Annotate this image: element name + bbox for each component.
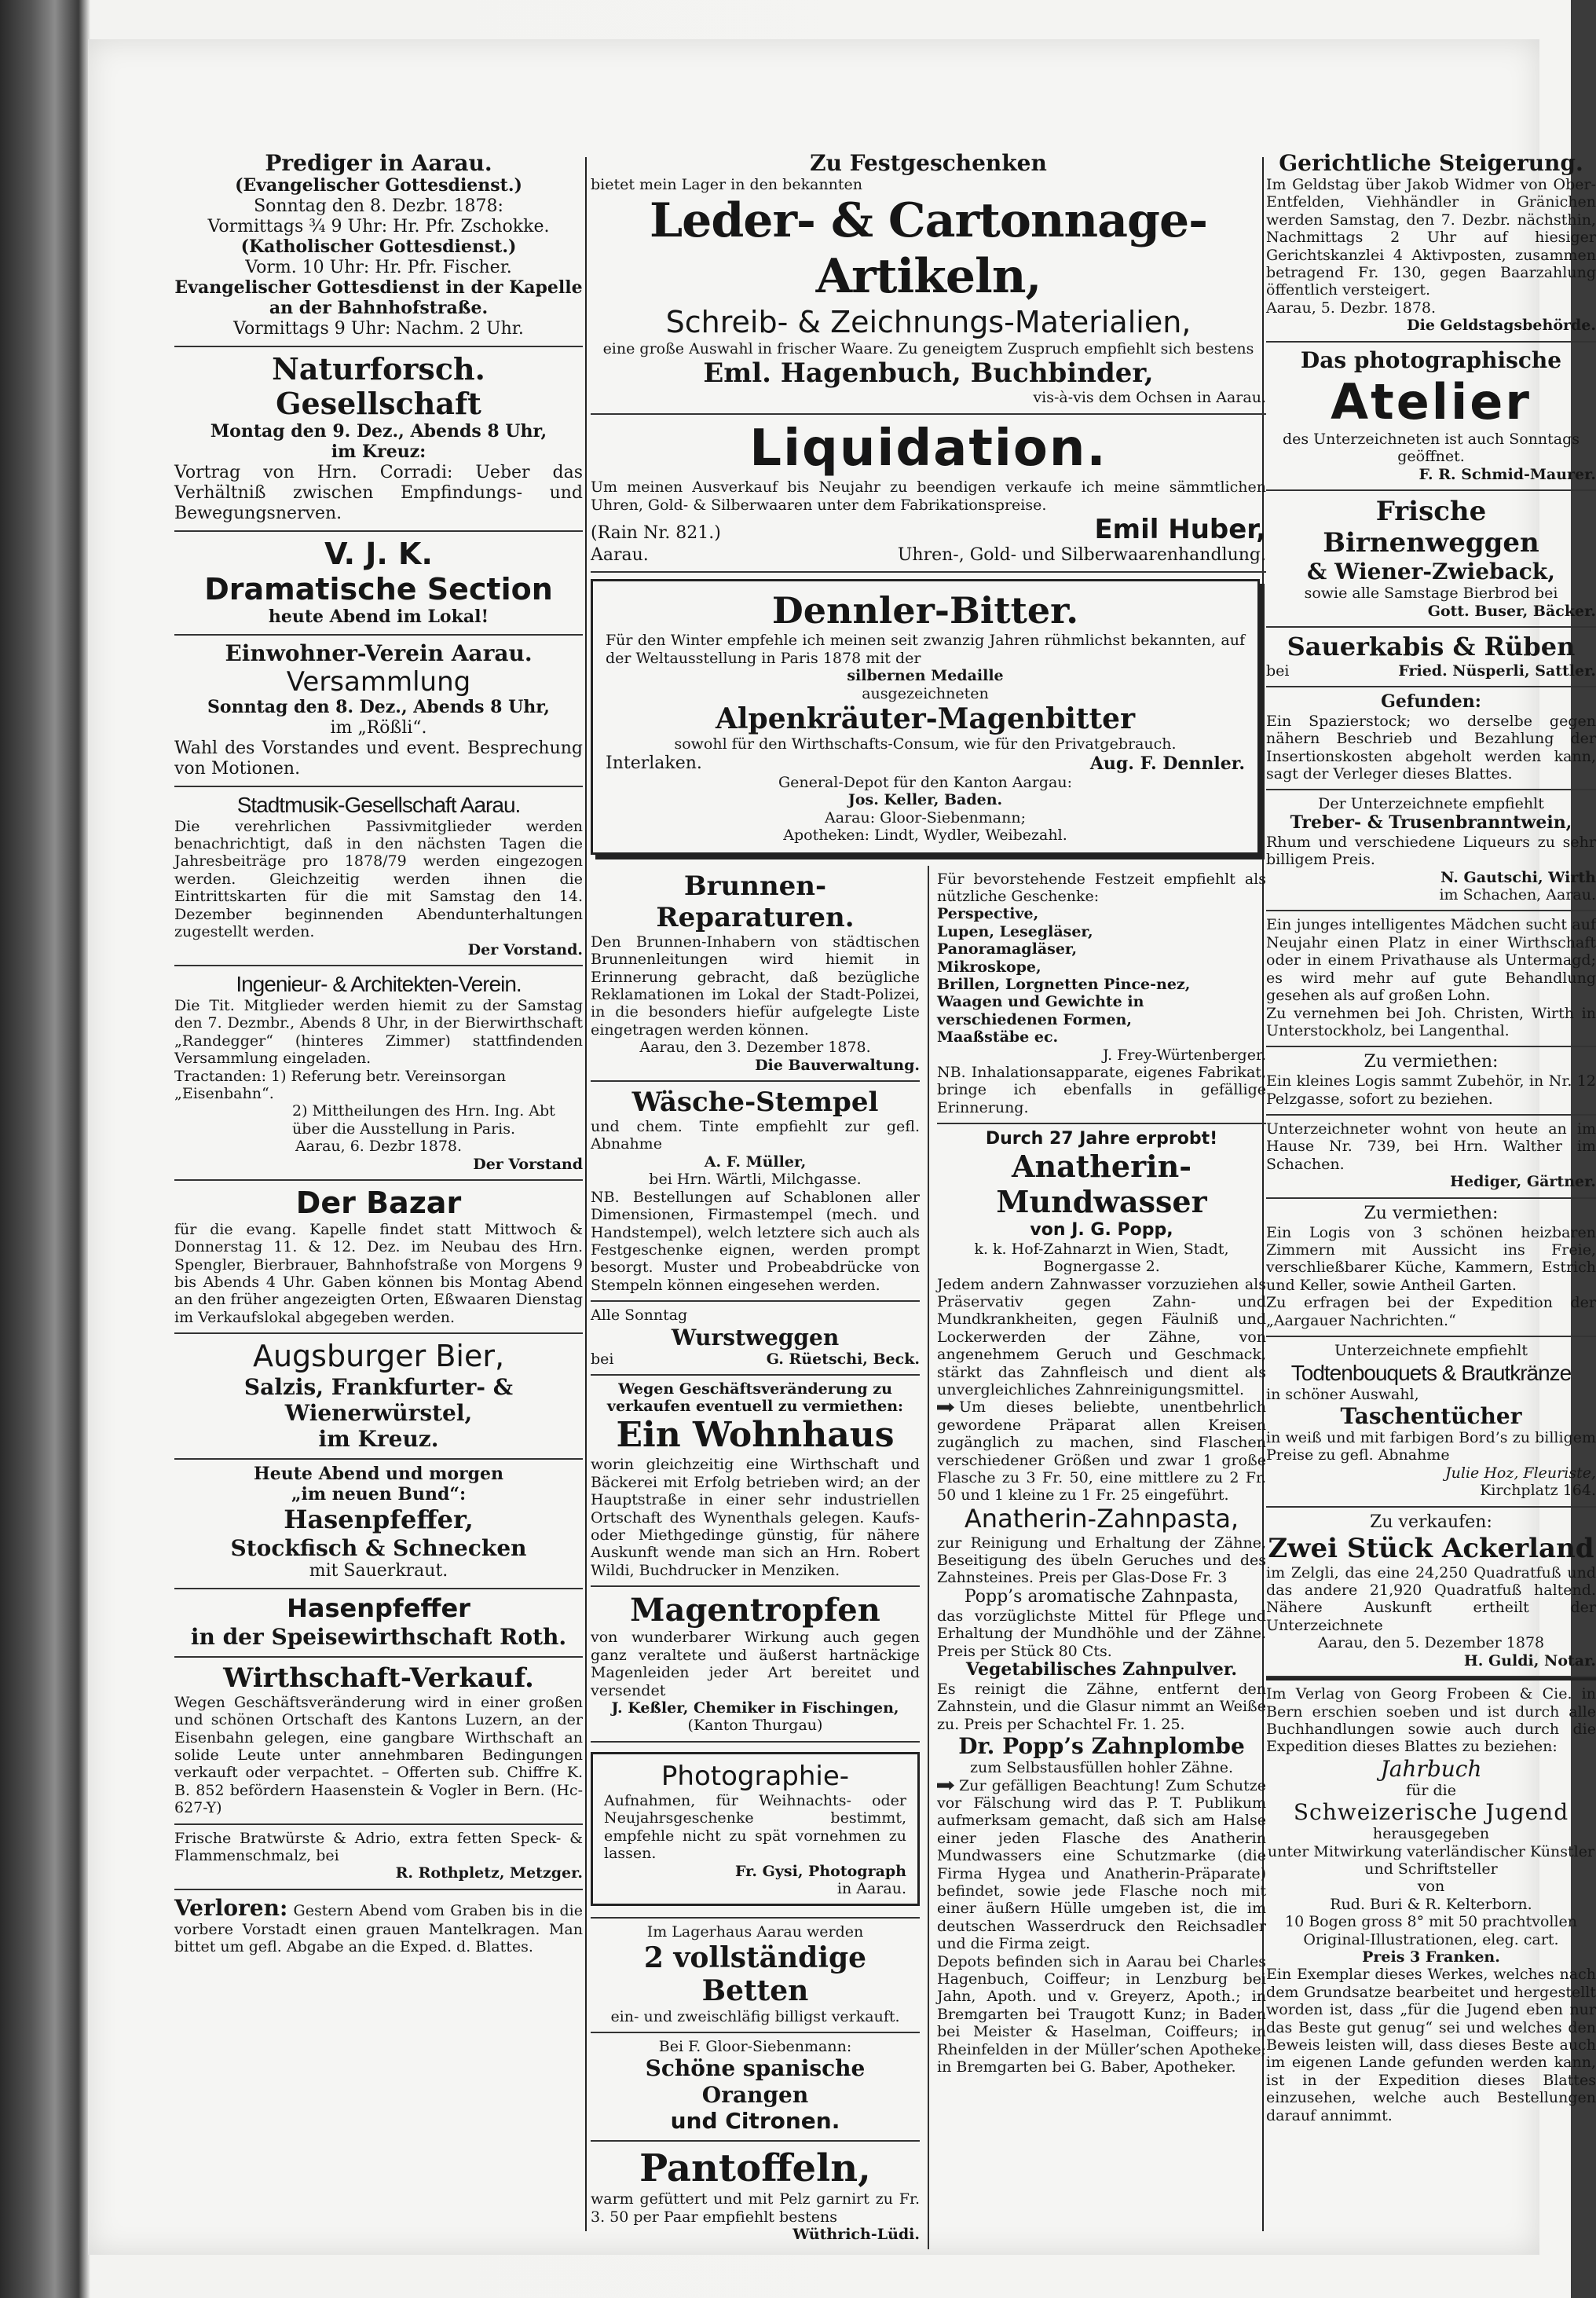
text: Rhum und verschiedene Liqueurs zu sehr billigem Preis.: [1266, 833, 1596, 869]
text: für die: [1406, 1781, 1456, 1799]
signature: Fried. Nüsperli, Sattler.: [1398, 662, 1596, 680]
text: Tractanden: 1) Referung betr. Vereinsorgan „Eisenbahn“.: [174, 1067, 507, 1102]
heading: Alpenkräuter-Magenbitter: [715, 702, 1136, 735]
heading: Wäsche-Stempel: [631, 1086, 879, 1118]
text: Zu vernehmen bei Joh. Christen, Wirth in Unterstockholz, bei Langenthal.: [1266, 1004, 1596, 1039]
column-rule-1: [585, 157, 587, 2231]
text: Depots befinden sich in Aarau bei Charles Hagenbuch, Coiffeur; in Lenzburg bei Jahn, Apoth. und v. Greyerz, Apoth.; in Bremgarten bei Traugott Kunz; in Baden bei Meister & Haselman, Coiffeurs; in Rheinfelden in der Müller’schen Apotheke; in Bremgarten bei G. Baber, Apotheker.: [937, 1952, 1266, 2076]
heading: Ein Wohnhaus: [616, 1415, 895, 1456]
text: Jedem andern Zahnwasser vorzuziehen als Präservativ gegen Zahn- und Mundkrankheiten, gegen Fäulniß und Lockerwerden der Zähne, von angenehmem Geruch und Geschmack, stärkt das Zahnfleisch und dient als unvergleichliches Zahnreinigungsmittel.: [937, 1275, 1266, 1398]
heading: Gefunden:: [1381, 691, 1481, 712]
text: sowie alle Samstage Bierbrod bei: [1304, 585, 1558, 603]
text: herausgegeben: [1372, 1825, 1490, 1843]
heading: Pantoffeln,: [639, 2146, 871, 2190]
text: Evangelischer Gottesdienst in der Kapelle an der Bahnhofstraße.: [174, 277, 583, 318]
ad-augsburger: [174, 1334, 583, 1460]
text: im Kreuz:: [331, 442, 426, 463]
ad-wurstweggen: [591, 1302, 920, 1375]
text: von wunderbarer Wirkung auch gegen ganz veraltete und äußerst hartnäckige Magenleiden jeder Art bereitet und versendet: [591, 1629, 920, 1699]
text: Im Geldstag über Jakob Widmer von Ober-Entfelden, Viehhändler in Gränichen werden Samstag, den 7. Dezbr. nächsthin, Nachmittags 2 Uhr auf hiesiger Gerichtskanzlei 4 Aktivposten, zusammen betragend Fr. 130, gegen Baarzahlung öffentlich versteigert.: [1266, 176, 1596, 299]
heading: Schweizerische Jugend: [1293, 1799, 1569, 1826]
ad-brunnen: [591, 866, 920, 1082]
heading: Photographie-: [661, 1760, 850, 1792]
ad-vermiethen-1: [1266, 1047, 1596, 1116]
text: in weiß und mit farbigen Bord’s zu billigem Preise zu gefl. Abnahme: [1266, 1428, 1596, 1464]
text: und chem. Tinte empfiehlt zur gefl. Abnahme: [591, 1118, 920, 1153]
signature: R. Rothpletz, Metzger.: [395, 1864, 583, 1882]
ad-jahrbuch: [1266, 1677, 1596, 2131]
heading: 2 vollständige Betten: [643, 1941, 867, 2008]
list-item: Mikroskope,: [937, 958, 1041, 976]
text: Rud. Buri & R. Kelterborn.: [1330, 1895, 1532, 1913]
list-item: Maaßstäbe ec.: [937, 1028, 1059, 1046]
subheading: (Katholischer Gottesdienst.): [240, 236, 517, 257]
text: Wahl des Vorstandes und event. Besprechung von Motionen.: [174, 738, 583, 779]
text: Für bevorstehende Festzeit empfiehlt als nützliche Geschenke:: [937, 870, 1266, 905]
text: sowohl für den Wirthschafts-Consum, wie für den Privatgebrauch.: [674, 735, 1177, 753]
text: heute Abend im Lokal!: [268, 606, 489, 627]
text: Interlaken.: [606, 753, 702, 773]
heading: Versammlung: [286, 665, 471, 698]
heading: Popp’s aromatische Zahnpasta,: [964, 1586, 1239, 1607]
text: Um meinen Ausverkauf bis Neujahr zu beendigen verkaufe ich meine sämmtlichen Uhren, Gold- & Silberwaaren unter dem Fabrikationspreise.: [591, 478, 1266, 514]
heading: Dr. Popp’s Zahnplombe: [958, 1733, 1245, 1760]
pointing-hand-icon: [937, 1402, 954, 1412]
heading: Atelier: [1331, 372, 1532, 431]
text: Ein Logis von 3 schönen heizbaren Zimmern mit Aussicht ins Freie, verschließbarer Küche, Kammern, Estrich und Keller, sowie Antheil Garten.: [1266, 1223, 1596, 1294]
heading: Wirthschaft-Verkauf.: [223, 1662, 534, 1694]
heading: Todtenbouquets & Brautkränze: [1290, 1360, 1572, 1385]
text: bei: [1266, 662, 1290, 680]
text: des Unterzeichneten ist auch Sonntags geöffnet.: [1282, 430, 1580, 466]
text: k. k. Hof-Zahnarzt in Wien, Stadt, Bognergasse 2.: [974, 1240, 1229, 1276]
heading: Naturforsch. Gesellschaft: [272, 350, 485, 422]
heading: Magentropfen: [630, 1592, 880, 1629]
text: im Zelgli, das eine 24,250 Quadratfuß und das andere 21,920 Quadratfuß haltend. Nähere Auskunft ertheilt der Unterzeichnete: [1266, 1563, 1596, 1634]
heading: Hasenpfeffer,: [284, 1505, 474, 1535]
heading: Ingenieur- & Architekten-Verein.: [236, 971, 522, 996]
ad-bazar: [174, 1181, 583, 1334]
text: worin gleichzeitig eine Wirthschaft und Bäckerei mit Erfolg betrieben wird; an der Hauptstraße in einer sehr industriellen Ortschaft des Wynenthals gelegen. Kaufs- oder Miethgedinge günstig, für nähere Auskunft wende man sich an Hrn. Robert Wildi, Buchdrucker in Menziken.: [591, 1456, 920, 1579]
ad-betten: [591, 1919, 920, 2033]
signature: F. R. Schmid-Maurer.: [1418, 465, 1596, 483]
ad-hoz: [1266, 1337, 1596, 1508]
text: bei: [591, 1350, 614, 1368]
text: bei Hrn. Wärtli, Milchgasse.: [649, 1171, 862, 1189]
text: Apotheken: Lindt, Wydler, Weibezahl.: [783, 826, 1067, 845]
text: Wegen Geschäftsveränderung zu verkaufen eventuell zu vermiethen:: [606, 1380, 904, 1415]
list-item: Panoramagläser,: [937, 940, 1078, 958]
text: Den Brunnen-Inhabern von städtischen Brunnenleitungen wird hiemit in Erinnerung gebracht, daß bezügliche Reklamationen im Lokal der Stadt-Polizei, in die besonders hiefür aufgelegte Liste eingetragen werden können.: [591, 933, 920, 1039]
text: Sonntag den 8. Dez., Abends 8 Uhr,: [207, 696, 550, 717]
heading: Der Bazar: [295, 1186, 462, 1221]
text: mit Sauerkraut.: [309, 1560, 448, 1581]
text: im Schachen, Aarau.: [1439, 886, 1596, 904]
middle-subcolumn-left: [591, 866, 929, 2250]
heading: Anatherin-Zahnpasta,: [964, 1503, 1239, 1534]
subheading: (Evangelischer Gottesdienst.): [235, 175, 522, 196]
ad-gautschi: [1266, 790, 1596, 911]
ad-speisewirthschaft: [174, 1589, 583, 1658]
list-item: Brillen, Lorgnetten Pince-nez,: [937, 975, 1191, 993]
signature: Aug. F. Dennler.: [1089, 753, 1245, 774]
ad-popp: [937, 1124, 1266, 2082]
heading: Schöne spanische Orangen: [645, 2055, 866, 2108]
text: Unterzeichneter wohnt von heute an im Hause Nr. 739, bei Hrn. Walther im Schachen.: [1266, 1120, 1596, 1173]
text: Für den Winter empfehle ich meinen seit zwanzig Jahren rühmlichst bekannten, auf der Weltausstellung in Paris 1878 mit der: [606, 632, 1245, 667]
heading: Brunnen-Reparaturen.: [656, 870, 855, 933]
text: Zu erfragen bei der Expedition der „Aargauer Nachrichten.“: [1266, 1294, 1596, 1329]
text: Aarau, den 5. Dezember 1878: [1317, 1634, 1545, 1652]
ad-gefunden: [1266, 687, 1596, 791]
text: Wienerwürstel,: [284, 1400, 473, 1427]
list-item: Perspective,: [937, 905, 1039, 923]
signature: Die Geldstagsbehörde.: [1407, 317, 1596, 335]
text: General-Depot für den Kanton Aargau:: [778, 773, 1072, 791]
ad-bratwurst: [174, 1825, 583, 1890]
ad-liquidation: [591, 415, 1266, 573]
ad-hediger: [1266, 1116, 1596, 1199]
column-left: [174, 145, 583, 1963]
signature: J. Frey-Würtenberger.: [1103, 1046, 1266, 1064]
text: Aarau.: [591, 545, 649, 566]
text: unter Mitwirkung vaterländischer Künstler und Schriftsteller: [1267, 1842, 1595, 1878]
ad-photographie: [591, 1743, 920, 1919]
text: (Rain Nr. 821.): [591, 523, 721, 544]
ad-wirthschaft-verkauf: [174, 1658, 583, 1825]
signature: Wüthrich-Lüdi.: [793, 2226, 920, 2243]
ad-birnenweggen: [1266, 491, 1596, 628]
text: ausgezeichneten: [862, 684, 989, 702]
text: silbernen Medaille: [847, 667, 1004, 685]
list-item: Waagen und Gewichte in verschiedenen Formen,: [937, 993, 1144, 1028]
ad-steigerung: [1266, 145, 1596, 343]
text: Die Tit. Mitglieder werden hiemit zu der Samstag den 7. Dezmbr., Abends 8 Uhr, in der Bierwirthschaft „Randegger“ (hinteres Zimmer) stattfindenden Versammlung eingeladen.: [174, 996, 583, 1068]
heading: Verloren:: [174, 1894, 288, 1921]
text: (Kanton Thurgau): [687, 1717, 823, 1735]
signature: H. Guldi, Notar.: [1463, 1651, 1596, 1669]
text: in schöner Auswahl,: [1266, 1385, 1419, 1403]
heading: Zwei Stück Ackerland: [1268, 1532, 1594, 1564]
text: ein- und zweischläfig billigst verkauft.: [610, 2007, 900, 2025]
heading: Frische Birnenweggen: [1323, 496, 1539, 559]
text: Im Lagerhaus Aarau werden: [646, 1923, 864, 1941]
text: J. Keßler, Chemiker in Fischingen,: [611, 1699, 899, 1717]
heading: und Citronen.: [670, 2107, 840, 2134]
text: Gestern Abend vom Graben bis in die vorbere Vorstadt einen grauen Mantelkragen. Man bittet um gefl. Abgabe an die Exped. d. Blattes.: [174, 1901, 583, 1956]
heading: Vegetabilisches Zahnpulver.: [965, 1658, 1238, 1680]
text: Aarau: Gloor-Siebenmann;: [825, 808, 1026, 826]
ad-naturforsch: [174, 347, 583, 532]
text: Kirchplatz 164.: [1480, 1482, 1596, 1500]
ad-verloren: [174, 1890, 583, 1963]
ad-einwohner: [174, 636, 583, 787]
ad-orangen: [591, 2033, 920, 2142]
signature: G. Rüetschi, Beck.: [766, 1350, 920, 1368]
ad-prediger: [174, 145, 583, 347]
heading: Emil Huber,: [1094, 514, 1266, 546]
ad-vermiethen-2: [1266, 1199, 1596, 1337]
heading: Liquidation.: [749, 419, 1107, 478]
text: Ein Exemplar dieses Werkes, welches nach dem Grundsatze bearbeitet und hergestellt worden ist, dass „für die Jugend eben nur das Beste gut genug“ sei und welches den Beweis leisten will, dass dieses Beste auch im eigenen Lande gefunden werden kann, ist in der Expedition dieses Blattes einzusehen, welche auch Bestellungen darauf annimmt.: [1266, 1966, 1596, 2124]
text: Vorm. 10 Uhr: Hr. Pfr. Fischer.: [245, 257, 512, 277]
text: Aarau, den 3. Dezember 1878.: [639, 1039, 871, 1057]
text: A. F. Müller,: [704, 1153, 807, 1171]
ad-vjk: [174, 532, 583, 636]
text: im „Rößli“.: [330, 717, 427, 738]
signature: Der Vorstand.: [467, 940, 583, 958]
text: Zur gefälligen Beachtung! Zum Schutze vor Fälschung wird das P. T. Publikum aufmerksam gemacht, daß sich am Halse einer jeden Flasche des Anatherin Mundwassers eine Schutzmarke (die Firma Hygea und Anatherin-Präparate) befindet, sowie jede Flasche noch mit einer äußern Hülle umgeben ist, die im deutschen Wasserdruck den Reichsadler und die Firma zeigt.: [937, 1776, 1266, 1953]
text: 2) Mittheilungen des Hrn. Ing. Abt über die Ausstellung in Paris.: [292, 1102, 555, 1138]
ad-frey: [937, 866, 1266, 1125]
heading: Stadtmusik-Gesellschaft Aarau.: [236, 792, 521, 817]
heading: Dramatische Section: [204, 571, 553, 607]
heading: Zu vermiethen:: [1364, 1052, 1499, 1072]
heading: Schreib- & Zeichnungs-Materialien,: [665, 305, 1192, 340]
heading: Jahrbuch: [1380, 1755, 1482, 1782]
text: in Aarau.: [836, 1879, 906, 1897]
text: Salzis, Frankfurter- &: [243, 1374, 514, 1401]
text: Frische Bratwürste & Adrio, extra fetten Speck- & Flammenschmalz, bei: [174, 1829, 583, 1864]
text: NB. Bestellungen auf Schablonen aller Dimensionen, Firmastempel (mech. und Handstempel), welch letztere sich auch als Festgeschenke eignen, werden prompt besorgt. Muster und Probeabdrücke von Stempeln können eingesehen werden.: [591, 1188, 920, 1294]
text: Sonntag den 8. Dezbr. 1878:: [254, 196, 503, 216]
heading: Wurstweggen: [671, 1324, 840, 1351]
ad-magentropfen: [591, 1587, 920, 1743]
heading: V. J. K.: [324, 537, 433, 572]
text: Preis 3 Franken.: [1362, 1948, 1500, 1966]
text: bietet mein Lager in den bekannten: [591, 176, 862, 194]
heading: Einwohner-Verein Aarau.: [225, 640, 533, 666]
heading: Hasenpfeffer: [287, 1592, 470, 1623]
text: Unterzeichnete empfiehlt: [1334, 1342, 1528, 1360]
ad-ackerland: [1266, 1508, 1596, 1678]
text: Aarau, 6. Dezbr 1878.: [295, 1138, 463, 1156]
signature: Julie Hoz, Fleuriste,: [1445, 1464, 1596, 1482]
column-right: [1266, 145, 1596, 2131]
text: Heute Abend und morgen: [253, 1464, 504, 1485]
ad-hagenbuch: [591, 145, 1266, 415]
signature: Hediger, Gärtner.: [1450, 1173, 1596, 1191]
text: von: [1417, 1878, 1445, 1896]
middle-subcolumns: [591, 866, 1266, 2250]
text: Es reinigt die Zähne, entfernt den Zahnstein, und die Glasur nimmt an Weiße zu. Preis per Schachtel Fr. 1. 25.: [937, 1680, 1266, 1733]
text: Ein kleines Logis sammt Zubehör, in Nr. 12 Pelzgasse, sofort zu beziehen.: [1266, 1072, 1596, 1108]
heading: Prediger in Aarau.: [265, 150, 492, 176]
heading: Taschentücher: [1340, 1402, 1522, 1429]
text: von J. G. Popp,: [1030, 1219, 1173, 1240]
signature: N. Gautschi, Wirth: [1440, 868, 1596, 886]
text: Ein Spazierstock; wo derselbe gegen nähern Beschrieb und Bezahlung der Insertionskosten abgeholt werden kann, sagt der Verleger dieses Blattes.: [1266, 712, 1596, 783]
ad-wohnhaus: [591, 1376, 920, 1588]
text: Im Verlag von Georg Frobeen & Cie. in Bern erschien soeben und ist durch alle Buchhandlungen sowie auch durch die Expedition dieses Blattes zu beziehen:: [1266, 1685, 1596, 1756]
text: zum Selbstausfüllen hohler Zähne.: [969, 1759, 1234, 1777]
text: Stockfisch & Schnecken: [230, 1534, 527, 1561]
text: Um dieses beliebte, unentbehrlich gewordene Präparat allen Kreisen zugänglich zu machen, sind Flaschen verschiedener Größen und zwar 1 große Flasche zu 3 Fr. 50, eine mittlere zu 2 Fr. 50 und 1 kleine zu 1 Fr. 25 eingeführt.: [937, 1398, 1266, 1505]
text: vis-à-vis dem Ochsen in Aarau.: [1033, 389, 1266, 407]
heading: Treber- & Trusenbranntwein,: [1290, 812, 1572, 833]
heading: Leder- & Cartonnage-Artikeln,: [649, 193, 1208, 305]
heading: & Wiener-Zwieback,: [1307, 559, 1555, 585]
text: Der Unterzeichnete empfiehlt: [1318, 795, 1544, 813]
text: das vorzüglichste Mittel für Pflege und Erhaltung der Mundhöhle und der Zähne. Preis per Stück 80 Cts.: [937, 1607, 1266, 1660]
text: Vortrag von Hrn. Corradi: Ueber das Verhältniß zwischen Empfindungs- und Bewegungsnerven.: [174, 463, 583, 524]
heading: Dennler-Bitter.: [771, 589, 1079, 632]
text: Aarau, 5. Dezbr. 1878.: [1266, 299, 1437, 317]
text: Bei F. Gloor-Siebenmann:: [658, 2038, 852, 2056]
text: 10 Bogen gross 8° mit 50 prachtvollen Original-Illustrationen, eleg. cart.: [1284, 1913, 1578, 1948]
text: eine große Auswahl in frischer Waare. Zu geneigtem Zuspruch empfiehlt sich bestens: [602, 339, 1254, 357]
text: Durch 27 Jahre erprobt!: [985, 1129, 1218, 1149]
text: Montag den 9. Dez., Abends 8 Uhr,: [210, 421, 547, 442]
signature: Gott. Buser, Bäcker.: [1427, 602, 1596, 620]
text: Alle Sonntag: [591, 1307, 688, 1325]
text: Ein junges intelligentes Mädchen sucht auf Neujahr einen Platz in einer Wirthschaft oder in einem Privathause als Untermagd; es wird mehr auf gute Behandlung gesehen als auf großen Lohn.: [1266, 916, 1596, 1005]
heading: Sauerkabis & Rüben: [1287, 632, 1576, 662]
newspaper-page: [88, 39, 1596, 2255]
heading: Augsburger Bier,: [252, 1339, 505, 1374]
text: NB. Inhalationsapparate, eigenes Fabrikat, bringe ich ebenfalls in gefällige Erinnerung.: [937, 1063, 1266, 1116]
text: Aufnahmen, für Weihnachts- oder Neujahrsgeschenke bestimmt, empfehle nicht zu spät vornehmen zu lassen.: [604, 1791, 906, 1863]
text: zur Reinigung und Erhaltung der Zähne, Beseitigung des übeln Geruches und des Zahnsteines. Preis per Glas-Dose Fr. 3: [937, 1534, 1266, 1587]
signature: Der Vorstand: [473, 1155, 583, 1173]
ad-atelier: [1266, 343, 1596, 491]
ad-dennler: [591, 579, 1260, 854]
ad-maedchen: [1266, 911, 1596, 1047]
ad-stadtmusik: [174, 787, 583, 966]
ad-sauerkabis: [1266, 628, 1596, 687]
text: für die evang. Kapelle findet statt Mittwoch & Donnerstag 11. & 12. Dez. im Neubau des Hrn. Spengler, Bierbrauer, Bahnhofstraße von Morgens 9 bis Abends 4 Uhr. Gaben können bis Montag Abend an den früher angezeigten Orten, Eßwaaren Dienstag im Verkaufslokal abgegeben werden.: [174, 1220, 583, 1326]
ad-waesche: [591, 1082, 920, 1302]
ad-neuer-bund: [174, 1460, 583, 1589]
text: Die verehrlichen Passivmitglieder werden benachrichtigt, daß in den nächsten Tagen die Jahresbeiträge pro 1878/79 werden eingezogen werden. Gleichzeitig werden ihnen die Eintrittskarten für die mit Samstag den 14. Dezember beginnenden Abendunterhaltungen zugestellt werden.: [174, 817, 583, 941]
text: Vormittags 9 Uhr: Nachm. 2 Uhr.: [233, 318, 524, 339]
text: Jos. Keller, Baden.: [847, 791, 1003, 809]
heading: Gerichtliche Steigerung.: [1279, 150, 1583, 176]
signature: Fr. Gysi, Photograph: [735, 1862, 906, 1880]
text: Vormittags ¾ 9 Uhr: Hr. Pfr. Zschokke.: [207, 216, 550, 236]
heading: Zu Festgeschenken: [810, 150, 1047, 176]
signature: Die Bauverwaltung.: [755, 1056, 920, 1074]
text: Zu verkaufen:: [1370, 1512, 1492, 1532]
heading: Eml. Hagenbuch, Buchbinder,: [703, 357, 1154, 390]
heading: Anatherin-Mundwasser: [996, 1149, 1207, 1219]
text: Uhren-, Gold- und Silberwaarenhandlung.: [897, 545, 1266, 566]
text: im Kreuz.: [318, 1426, 439, 1453]
middle-subcolumn-right: [929, 866, 1266, 2250]
pointing-hand-icon: [937, 1781, 954, 1790]
column-middle: [591, 145, 1266, 2249]
ad-ingenieur: [174, 966, 583, 1181]
text: in der Speisewirthschaft Roth.: [190, 1623, 567, 1650]
heading: Das photographische: [1300, 346, 1562, 373]
list-item: Lupen, Lesegläser,: [937, 922, 1093, 940]
heading: Zu vermiethen:: [1364, 1203, 1499, 1223]
text: „im neuen Bund“:: [291, 1484, 467, 1505]
text: Wegen Geschäftsveränderung wird in einer großen und schönen Ortschaft des Kantons Luzern, an der Eisenbahn gelegen, eine gangbare Wirthschaft an solide Leute unter annehmbaren Bedingungen verkauft oder verpachtet. – Offerten sub. Chiffre K. B. 852 befördern Haasenstein & Vogler in Bern. (Hc-627-Y): [174, 1693, 583, 1817]
ad-pantoffeln: [591, 2142, 920, 2250]
text: warm gefüttert und mit Pelz garnirt zu Fr. 3. 50 per Paar empfiehlt bestens: [591, 2190, 920, 2226]
